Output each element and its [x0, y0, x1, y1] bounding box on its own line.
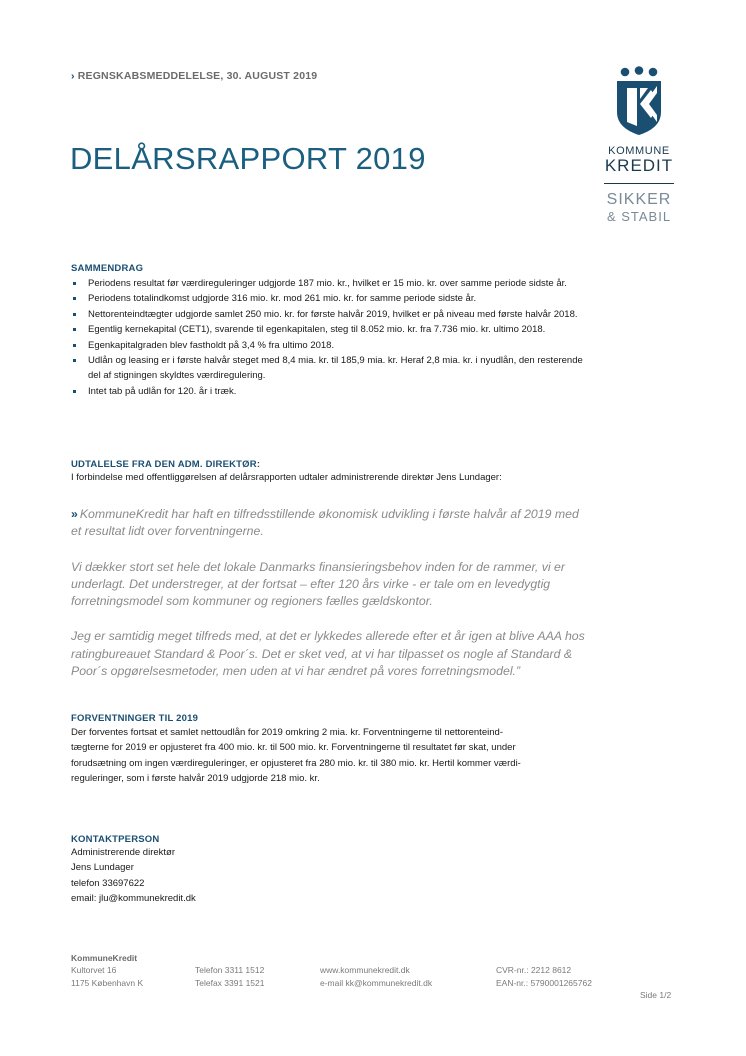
quote-paragraph: Jeg er samtidig meget tilfreds med, at det er lykkedes allerede efter et år igen at blive AAA hos ratingbureauet Standard & Poor´s. Det er sket ved, at vi har tilpasset os nogle af Standard & Poor´s opgørelsesmetoder, men uden at vi har ændret på vores forretningsmodel.”	[71, 629, 585, 679]
statement-heading: UDTALELSE FRA DEN ADM. DIREKTØR:	[71, 459, 261, 470]
summary-section	[71, 263, 591, 399]
forecast-line: reguleringer, som i første halvår 2019 udgjorde 218 mio. kr.	[71, 773, 320, 785]
logo-tagline-sikker: SIKKER	[606, 191, 672, 208]
forecast-line: tægterne for 2019 er opjusteret fra 400 mio. kr. til 500 mio. kr. Forventningerne til resultatet før skat, under	[71, 742, 516, 754]
footer-email-link[interactable]: e-mail kk@kommunekredit.dk	[320, 977, 433, 988]
logo-tagline-stabil: & STABIL	[606, 209, 672, 224]
logo-divider	[604, 183, 674, 184]
contact-title: Administrerende direktør	[71, 847, 176, 858]
ceo-quote	[71, 506, 591, 698]
footer-ean: EAN-nr.: 5790001265762	[496, 977, 592, 988]
list-item: Intet tab på udlån for 120. år i træk.	[71, 384, 591, 399]
forecast-heading: FORVENTNINGER TIL 2019	[71, 713, 199, 724]
page-title: DELÅRSRAPPORT 2019	[70, 141, 426, 176]
contact-details	[71, 845, 371, 907]
footer-phone: Telefon 3311 1512	[195, 965, 265, 975]
logo-word-kredit: KREDIT	[604, 156, 674, 175]
forecast-line: forudsætning om ingen værdireguleringer, er opjusteret fra 280 mio. kr. til 380 mio. kr. Hertil kommer værdi-	[71, 757, 521, 769]
contact-name: Jens Lundager	[71, 862, 134, 874]
contact-phone: telefon 33697622	[71, 877, 145, 889]
forecast-section	[71, 713, 591, 787]
footer-address	[71, 964, 143, 989]
quote-text: KommuneKredit har haft en tilfredsstillende økonomisk udvikling i første halvår af 2019 med et resultat lidt over forventningerne.	[71, 507, 579, 539]
list-item: Udlån og leasing er i første halvår steget med 8,4 mia. kr. til 185,9 mia. kr. Heraf 2,8 mia. kr. i nyudlån, den resterende del af stigningen skyldtes værdiregulering.	[71, 353, 591, 384]
footer-street: Kultorvet 16	[71, 965, 117, 975]
contact-email[interactable]: email: jlu@kommunekredit.dk	[71, 893, 196, 905]
statement-section	[71, 459, 591, 485]
quote-mark-icon: »	[71, 507, 76, 521]
footer-city: 1175 København K	[71, 977, 144, 988]
footer-web	[320, 964, 432, 989]
contact-section	[71, 834, 371, 907]
list-item: Egentlig kernekapital (CET1), svarende til egenkapitalen, steg til 8.052 mio. kr. fra 7.736 mio. kr. ultimo 2018.	[71, 322, 591, 337]
release-date-label: REGNSKABSMEDDELELSE, 30. AUGUST 2019	[77, 70, 318, 82]
page-number: Side 1/2	[640, 990, 672, 1000]
shield-logo-icon	[613, 66, 665, 136]
quote-paragraph: Vi dækker stort set hele det lokale Danmarks finansieringsbehov inden for de rammer, vi er underlagt. Det understreger, at der fortsat – efter 120 års virke - er tale om en levedygtig forretningsmodel som kommuner og regioners fælles gældskontor.	[71, 559, 565, 609]
footer-cvr: CVR-nr.: 2212 8612	[496, 965, 572, 975]
page-footer	[71, 952, 691, 988]
footer-ids	[496, 964, 592, 989]
summary-list	[71, 276, 591, 399]
forecast-text	[71, 725, 591, 787]
footer-phones	[195, 964, 264, 989]
list-item: Periodens resultat før værdireguleringer udgjorde 187 mio. kr., hvilket er 15 mio. kr. over samme periode sidste år.	[71, 276, 591, 291]
footer-website-link[interactable]: www.kommunekredit.dk	[320, 965, 410, 975]
forecast-line: Der forventes fortsat et samlet nettoudlån for 2019 omkring 2 mia. kr. Forventningerne til nettorenteind-	[71, 727, 503, 738]
list-item: Nettorenteindtægter udgjorde samlet 250 mio. kr. for første halvår 2019, hvilket er på niveau med første halvår 2018.	[71, 307, 591, 322]
kommunekredit-logo	[598, 66, 680, 224]
list-item: Periodens totalindkomst udgjorde 316 mio. kr. mod 261 mio. kr. for samme periode sidste år.	[71, 291, 591, 306]
release-kicker	[71, 70, 317, 82]
statement-intro: I forbindelse med offentliggørelsen af delårsrapporten udtaler administrerende direktør Jens Lundager:	[71, 472, 502, 483]
contact-heading: KONTAKTPERSON	[71, 834, 160, 845]
logo-word-kommune: KOMMUNE	[608, 145, 670, 157]
chevron-right-icon: ›	[71, 70, 75, 82]
footer-company: KommuneKredit	[71, 953, 138, 963]
list-item: Egenkapitalgraden blev fastholdt på 3,4 % fra ultimo 2018.	[71, 338, 591, 353]
quote-paragraph	[71, 506, 591, 541]
footer-fax: Telefax 3391 1521	[195, 977, 265, 988]
summary-heading: SAMMENDRAG	[71, 263, 144, 274]
